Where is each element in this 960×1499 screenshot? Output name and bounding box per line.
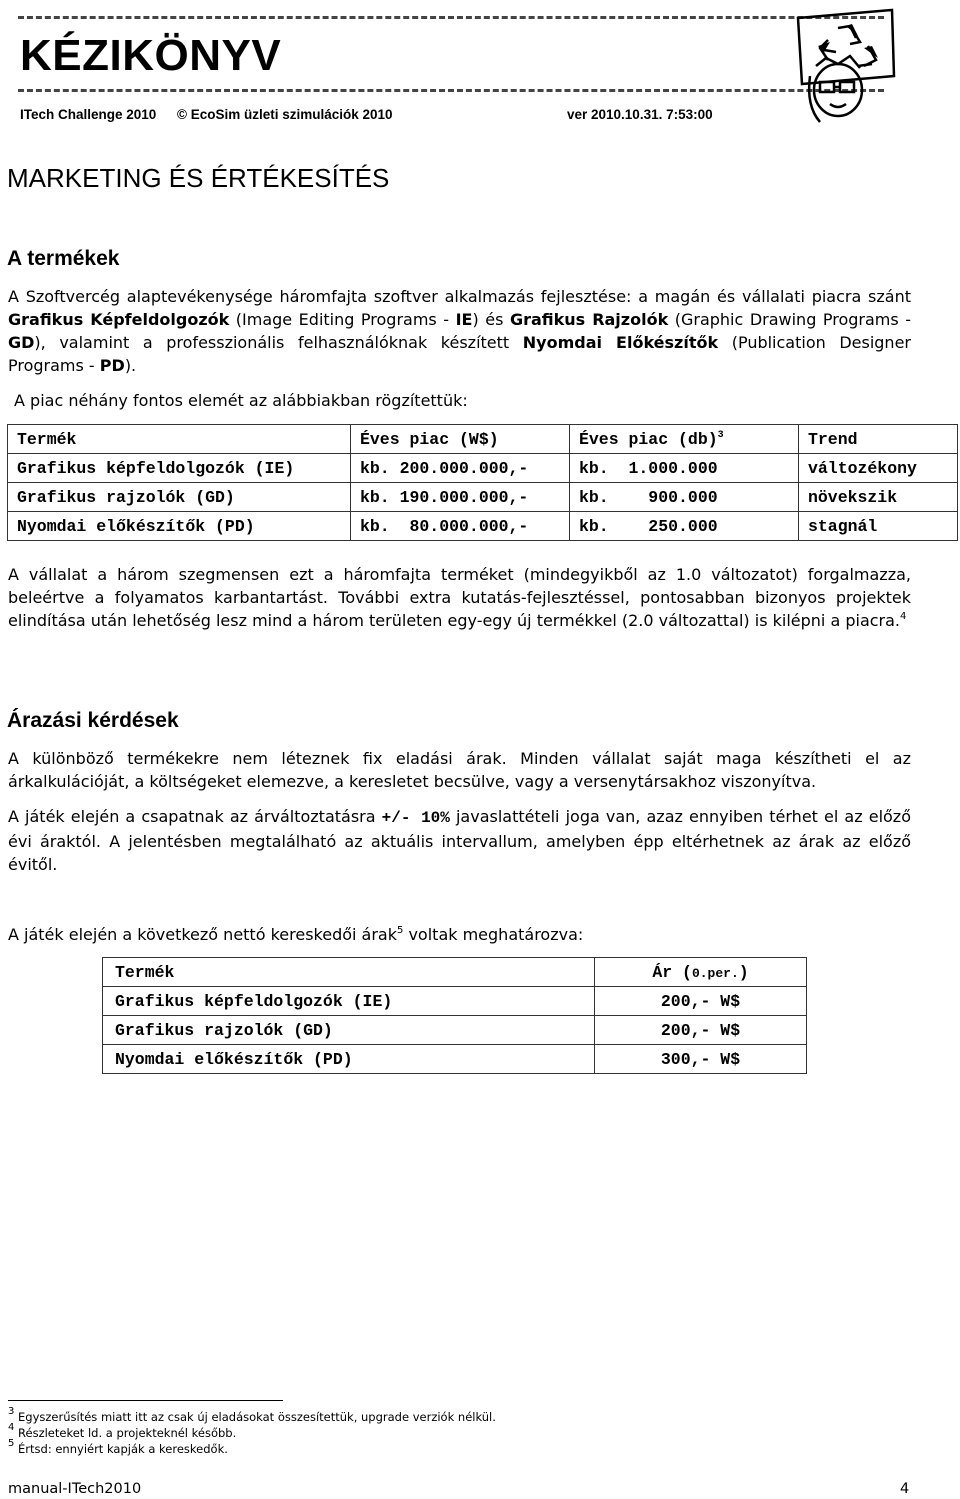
header-version: ver 2010.10.31. 7:53:00 — [567, 107, 713, 122]
table-row — [103, 1016, 807, 1045]
table-cell: kb. 80.000.000,- — [351, 512, 570, 541]
footnote-ref: 3 — [717, 429, 724, 441]
footnote-divider — [8, 1400, 283, 1401]
footnote-ref: 4 — [900, 611, 907, 622]
table-cell: 200,- W$ — [595, 987, 807, 1016]
pricing-paragraph-1: A különböző termékekre nem léteznek fix eladási árak. Minden vállalat saját maga készítheti el az árkalkulációját, a költségeket elemezve, a keresletet becsülve, vagy a versenytársakhoz viszonyítva. — [8, 749, 911, 791]
footnote-4: $^4$ Részleteket ld. a projekteknél később. — [8, 1422, 237, 1440]
table-cell: Grafikus rajzolók (GD) — [8, 483, 351, 512]
header-bottom-divider — [18, 89, 884, 92]
table-header-cell: Termék — [103, 958, 595, 987]
table-cell: kb. 900.000 — [570, 483, 799, 512]
table-cell: növekszik — [799, 483, 958, 512]
document-title: KÉZIKÖNYV — [20, 31, 282, 80]
footnote-ref: 5 — [397, 925, 404, 936]
table-cell: Grafikus rajzolók (GD) — [103, 1016, 595, 1045]
section-title: MARKETING ÉS ÉRTÉKESÍTÉS — [7, 163, 390, 193]
footnote-5: $^5$ Értsd: ennyiért kapják a kereskedők. — [8, 1438, 228, 1456]
table-row — [8, 512, 958, 541]
header-top-divider — [18, 16, 884, 19]
table-cell: változékony — [799, 454, 958, 483]
table-cell: 200,- W$ — [595, 1016, 807, 1045]
table-cell: Grafikus képfeldolgozók (IE) — [103, 987, 595, 1016]
table-header-cell: Ár (0.per.) — [595, 958, 807, 987]
table-row — [8, 483, 958, 512]
table-cell: kb. 250.000 — [570, 512, 799, 541]
table-cell: kb. 190.000.000,- — [351, 483, 570, 512]
table-header-row — [103, 958, 807, 987]
products-paragraph-2: A vállalat a három szegmensen ezt a háromfajta terméket (mindegyikből az 1.0 változatot) forgalmazza, beleértve a folyamatos karbantartást. További extra kutatás-fejlesztéssel, pontosabban bizonyos projektek elindítása után lehetőség lesz mind a három területen egy-egy új termékkel (2.0 változattal) is kilépni a piacra.$^4$ — [8, 565, 911, 630]
table-header-cell: Trend — [799, 425, 958, 454]
table-cell: kb. 1.000.000 — [570, 454, 799, 483]
header-copyright: © EcoSim üzleti szimulációk 2010 — [177, 107, 393, 122]
table-header-cell: Éves piac (db)$^3$ — [570, 425, 799, 454]
table-cell: Nyomdai előkészítők (PD) — [8, 512, 351, 541]
table-header-row — [8, 425, 958, 454]
footer-page-number: 4 — [900, 1481, 910, 1497]
pricing-paragraph-2: A játék elején a csapatnak az árváltoztatásra +/- 10% javaslattételi joga van, azaz ennyiben térhet el az előző évi áraktól. A jelentésben megtalálható az aktuális intervallum, amelyben épp eltérhetnek az árak az előző évitől. — [8, 807, 911, 874]
table-cell: Grafikus képfeldolgozók (IE) — [8, 454, 351, 483]
table-cell: Nyomdai előkészítők (PD) — [103, 1045, 595, 1074]
table-row — [103, 987, 807, 1016]
products-intro-paragraph: A Szoftvercég alaptevékenysége háromfajta szoftver alkalmazás fejlesztése: a magán és vállalati piacra szánt Grafikus Képfeldolgozók (Image Editing Programs - IE) és Grafikus Rajzolók (Graphic Drawing Programs - GD), valamint a professzionális felhasználóknak készített Nyomdai Előkészítők (Publication Designer Programs - PD). — [8, 287, 912, 375]
table-header-cell: Termék — [8, 425, 351, 454]
table-row — [8, 454, 958, 483]
market-table — [7, 424, 958, 541]
footnote-3: $^3$ Egyszerűsítés miatt itt az csak új eladásokat összesítettük, upgrade verziók nélkül. — [8, 1406, 496, 1424]
pricing-heading: Árazási kérdések — [7, 709, 179, 732]
table-cell: stagnál — [799, 512, 958, 541]
table-header-cell: Éves piac (W$) — [351, 425, 570, 454]
footer-doc-name: manual-ITech2010 — [8, 1481, 142, 1497]
products-heading: A termékek — [7, 247, 120, 270]
table-row — [103, 1045, 807, 1074]
price-table-intro: A játék elején a következő nettó kereskedői árak$^5$ voltak meghatározva: — [8, 925, 584, 944]
table-cell: 300,- W$ — [595, 1045, 807, 1074]
market-table-intro: A piac néhány fontos elemét az alábbiakban rögzítettük: — [14, 391, 468, 410]
price-table — [102, 957, 807, 1074]
recycling-cartoon-logo — [780, 6, 900, 124]
header-challenge: ITech Challenge 2010 — [20, 107, 157, 122]
table-cell: kb. 200.000.000,- — [351, 454, 570, 483]
